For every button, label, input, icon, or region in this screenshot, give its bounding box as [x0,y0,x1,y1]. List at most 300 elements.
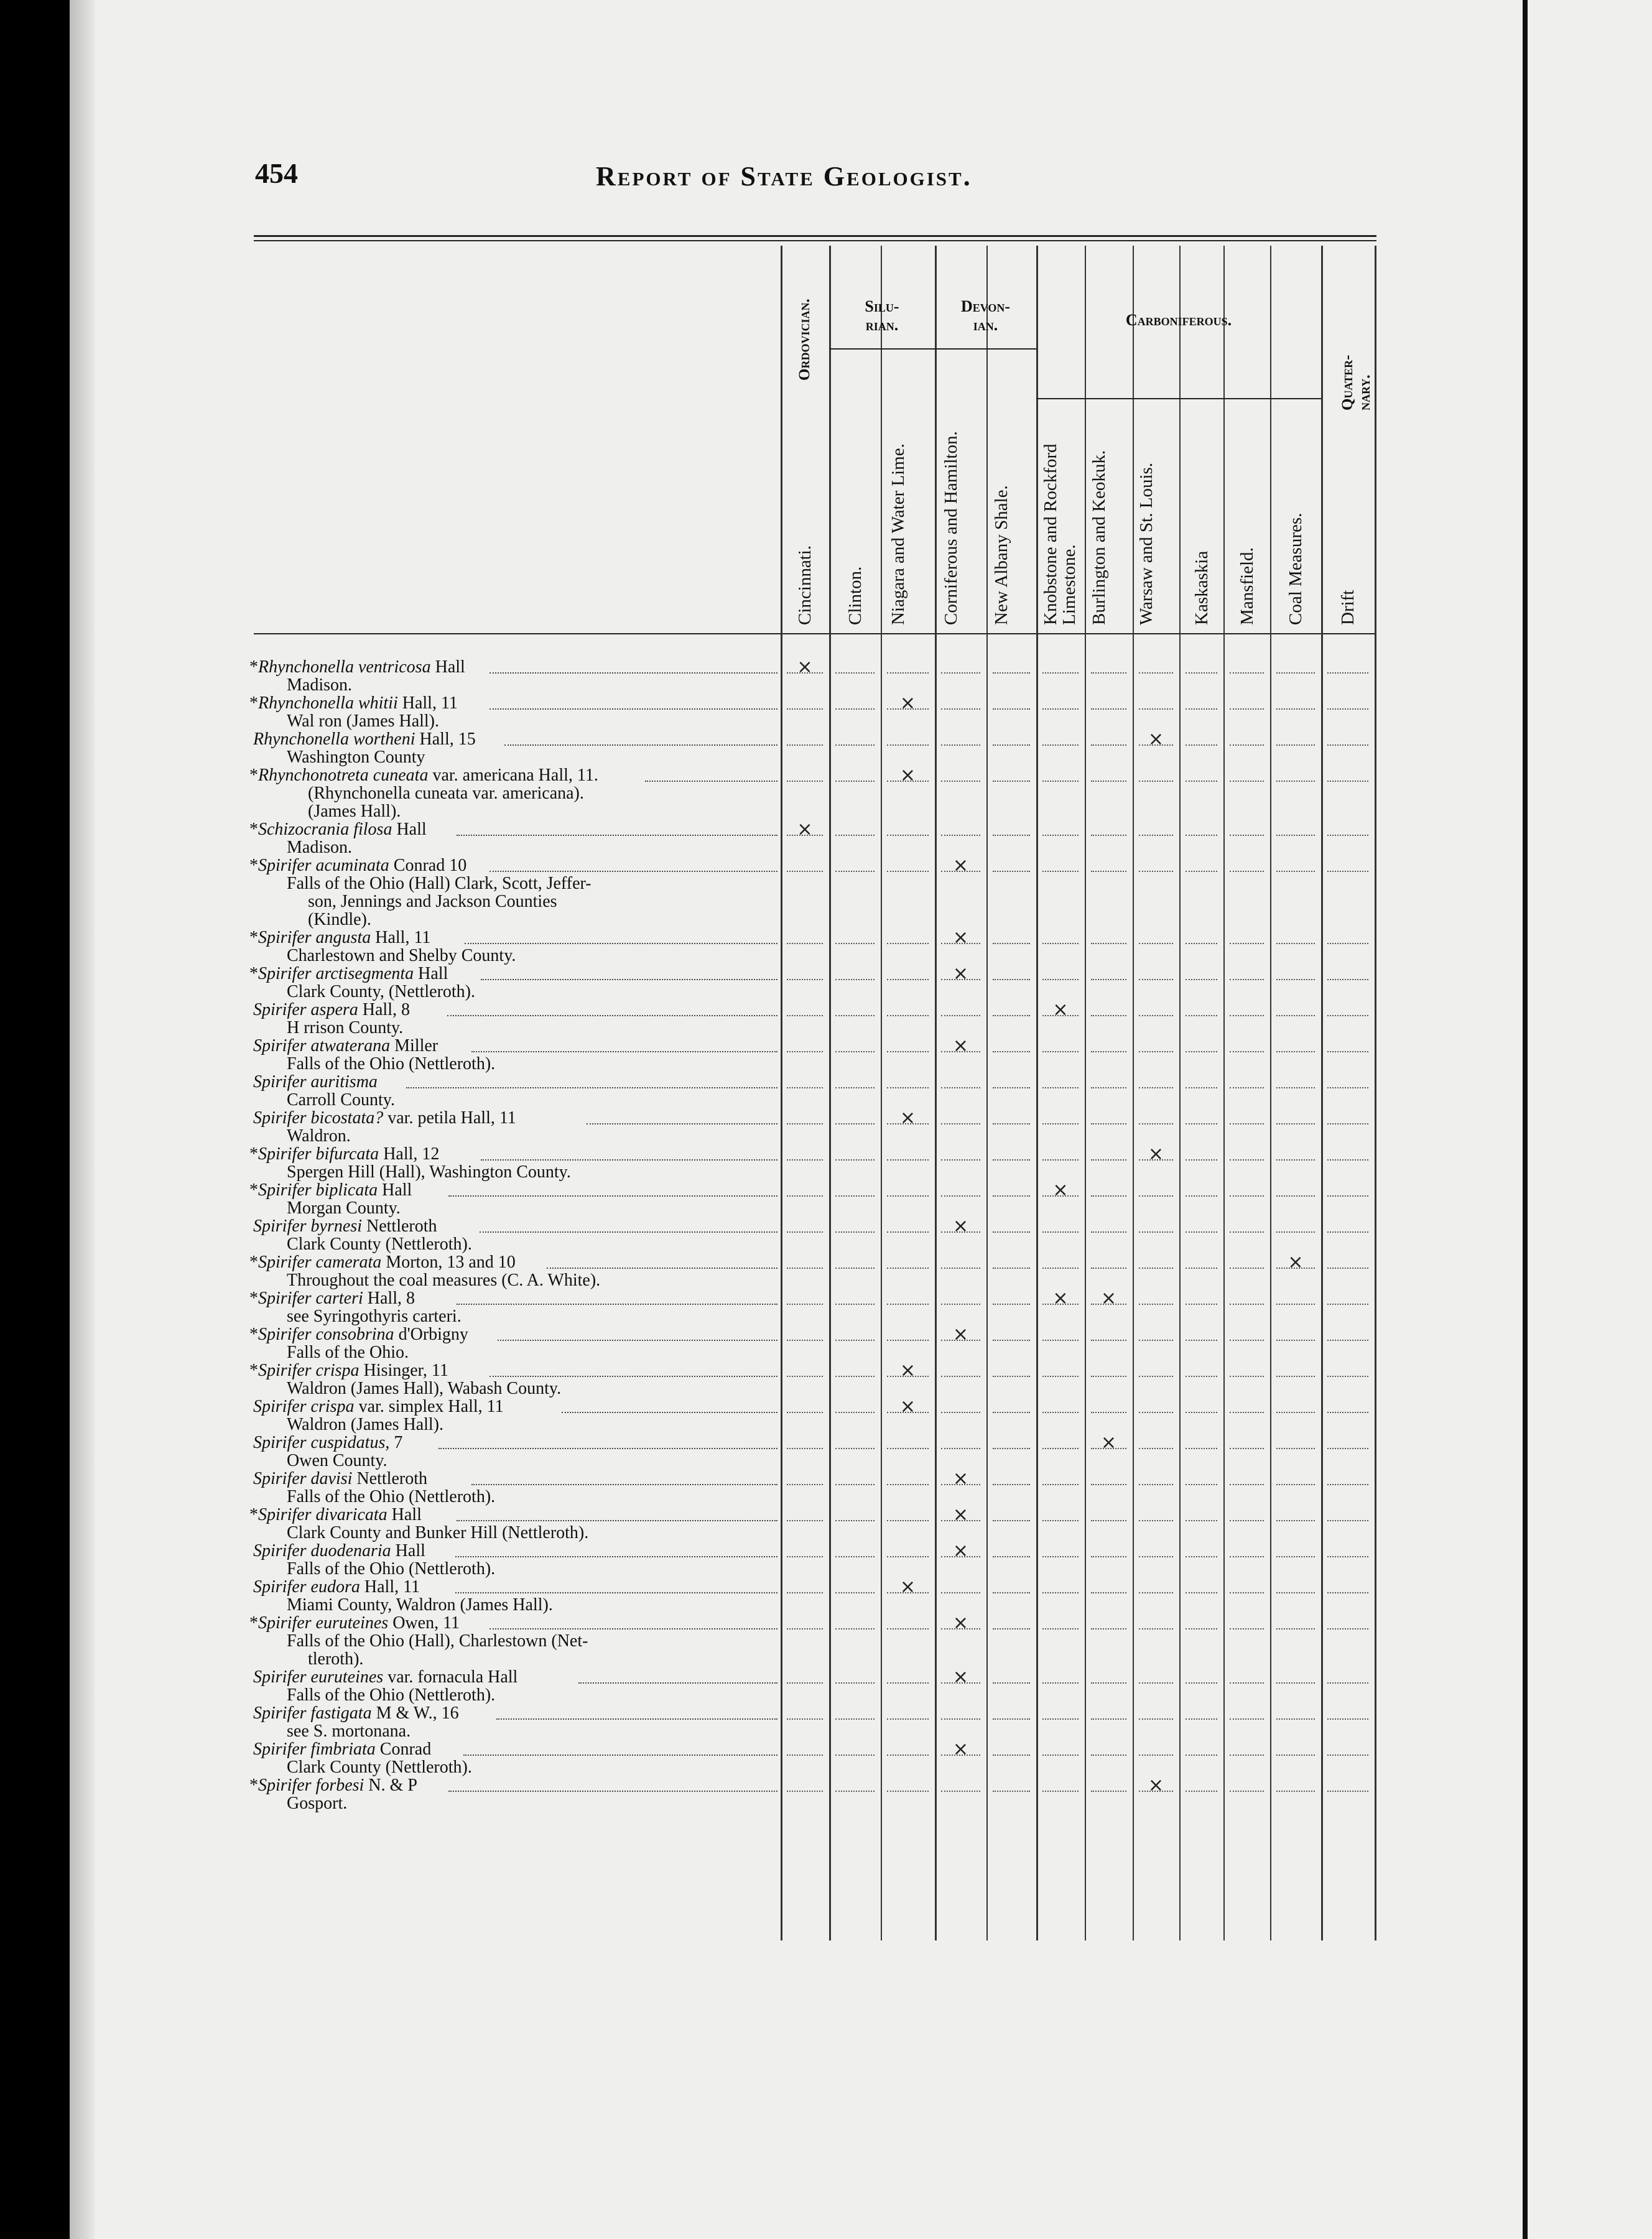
column-header-0: Cincinnati. [795,545,815,625]
cell-leader [1091,1322,1126,1341]
cell-leader [1139,1538,1173,1557]
facing-page-edge [1523,0,1652,2239]
top-rule-inner [254,240,1376,241]
cell-leader [993,1213,1030,1233]
cell-leader [787,763,823,782]
cell-leader [1042,961,1079,980]
cell-leader [1186,997,1217,1016]
cell-leader [787,1700,823,1720]
cell-leader [1091,1700,1126,1720]
species-author: Hall [378,1180,412,1200]
locality-line: Owen County. [287,1451,387,1470]
cell-leader [1276,1736,1315,1756]
cell-leader [1230,1358,1264,1377]
cell-leader [1186,690,1217,710]
cell-leader [1042,1466,1079,1485]
cell-leader [993,1105,1030,1124]
cell-leader [941,1700,980,1720]
cell-leader [1230,1700,1264,1720]
species-author: N. & P [364,1776,417,1795]
cell-leader [787,1394,823,1413]
cell-leader [1186,1664,1217,1684]
cell-leader [941,1249,980,1269]
species-author: Hall [387,1505,422,1524]
locality-line: (James Hall). [308,802,401,821]
cell-leader [1042,763,1079,782]
cell-leader [1139,1736,1173,1756]
species-author: Miller [390,1036,439,1055]
species-name: Spirifer biplicata [258,1180,378,1200]
endemic-star: * [249,693,258,713]
cell-leader [1139,654,1173,674]
cell-leader [993,1502,1030,1521]
cell-leader [993,1538,1030,1557]
binding-shadow [70,0,95,2239]
column-rule [1179,246,1181,1940]
column-header-5: Knobstone and Rockford Limestone. [1041,443,1079,625]
cell-leader [1186,1141,1217,1161]
cell-leader [941,1177,980,1197]
cell-leader [941,1286,980,1305]
group-rule [1036,398,1321,399]
cell-leader [993,726,1030,746]
species-author: Hall [391,1541,425,1560]
cell-leader [1327,1430,1368,1449]
cell-leader [1276,1466,1315,1485]
cell-leader [941,690,980,710]
cell-leader [1327,817,1368,836]
species-author: Hisinger, 11 [359,1361,448,1380]
cell-leader [993,690,1030,710]
cell-leader [1327,1286,1368,1305]
species-name: Spirifer forbesi [258,1776,364,1795]
cell-leader [887,1033,929,1052]
cell-leader [887,1249,929,1269]
cell-leader [1091,853,1126,872]
cell-leader [1230,1736,1264,1756]
cell-leader [1327,690,1368,710]
occurrence-mark: × [952,1215,969,1237]
cell-leader [993,1700,1030,1720]
dot-leader [587,1105,777,1124]
cell-leader [1276,1141,1315,1161]
occurrence-mark: × [899,1107,916,1129]
cell-leader [1327,1664,1368,1684]
column-rule [1270,246,1271,1940]
cell-leader [1091,1466,1126,1485]
header-bottom-rule [254,633,1376,634]
cell-leader [1327,1773,1368,1792]
cell-leader [1186,1610,1217,1629]
cell-leader [1186,1430,1217,1449]
cell-leader [993,1033,1030,1052]
locality-line: Falls of the Ohio (Nettleroth). [287,1685,496,1705]
cell-leader [835,1213,875,1233]
cell-leader [835,1664,875,1684]
cell-leader [993,1736,1030,1756]
cell-leader [1139,1033,1173,1052]
column-group-2: Devon- ian. [960,297,1011,334]
cell-leader [1139,925,1173,944]
cell-leader [1276,1664,1315,1684]
cell-leader [1276,925,1315,944]
cell-leader [1186,961,1217,980]
cell-leader [993,1430,1030,1449]
species-author: Conrad 10 [389,856,467,875]
cell-leader [835,1033,875,1052]
cell-leader [941,1358,980,1377]
species-author: Nettleroth [362,1217,437,1236]
species-name: Spirifer divaricata [258,1505,387,1524]
species-name: Rhynchonella whitii [258,693,398,713]
cell-leader [835,1502,875,1521]
cell-leader [1091,1141,1126,1161]
cell-leader [1230,726,1264,746]
cell-leader [787,1466,823,1485]
endemic-star: * [249,856,258,875]
species-author: d'Orbigny [394,1325,468,1344]
cell-leader [787,1286,823,1305]
cell-leader [1139,1700,1173,1720]
cell-leader [1139,1610,1173,1629]
cell-leader [1230,1773,1264,1792]
locality-line: Morgan County. [287,1198,401,1218]
cell-leader [941,817,980,836]
cell-leader [1327,853,1368,872]
cell-leader [993,1286,1030,1305]
cell-leader [1091,1574,1126,1593]
cell-leader [1042,1574,1079,1593]
locality-line: (Rhynchonella cuneata var. americana). [308,784,584,803]
species-name: Rhynchonella wortheni [253,730,415,749]
cell-leader [1139,1213,1173,1233]
cell-leader [1139,1286,1173,1305]
cell-leader [993,654,1030,674]
cell-leader [1042,1394,1079,1413]
dot-leader [447,997,777,1016]
locality-line: Washington County [287,748,425,767]
cell-leader [1230,1141,1264,1161]
cell-leader [1139,763,1173,782]
cell-leader [993,1773,1030,1792]
cell-leader [1276,1700,1315,1720]
locality-line: Wal ron (James Hall). [287,712,439,731]
cell-leader [1042,1033,1079,1052]
locality-line: Charlestown and Shelby County. [287,946,516,965]
column-rule [1085,246,1086,1940]
column-rule [829,246,831,1940]
occurrence-mark: × [952,1666,969,1688]
cell-leader [1186,1736,1217,1756]
cell-leader [1139,1394,1173,1413]
dot-leader [457,1502,777,1521]
occurrence-mark: × [1288,1251,1304,1273]
dot-leader [498,1322,777,1341]
dot-leader [481,961,777,980]
column-header-1: Clinton. [845,566,865,625]
cell-leader [993,817,1030,836]
occurrence-mark: × [1100,1432,1117,1453]
occurrence-mark: × [1052,999,1069,1021]
cell-leader [835,1286,875,1305]
locality-line: tleroth). [308,1649,364,1669]
species-author: M & W., 16 [371,1704,459,1723]
dot-leader [463,1736,777,1756]
cell-leader [835,997,875,1016]
cell-leader [835,1177,875,1197]
cell-leader [1186,1213,1217,1233]
cell-leader [1186,925,1217,944]
endemic-star: * [249,1289,258,1308]
cell-leader [787,1773,823,1792]
cell-leader [1091,726,1126,746]
cell-leader [941,1141,980,1161]
cell-leader [887,925,929,944]
species-name: Spirifer acuminata [258,856,389,875]
locality-line: Clark County and Bunker Hill (Nettleroth). [287,1523,589,1542]
cell-leader [1230,654,1264,674]
cell-leader [1230,1466,1264,1485]
running-head: Report of State Geologist. [596,161,972,192]
cell-leader [1327,1394,1368,1413]
species-author: Hall [414,964,448,983]
cell-leader [887,1773,929,1792]
column-rule [1375,246,1376,1940]
cell-leader [887,1286,929,1305]
locality-line: Falls of the Ohio (Hall) Clark, Scott, Jeffer- [287,874,592,893]
locality-line: Falls of the Ohio (Nettleroth). [287,1559,496,1578]
cell-leader [1230,817,1264,836]
cell-leader [1042,1664,1079,1684]
cell-leader [1276,997,1315,1016]
species-author: Morton, 13 and 10 [381,1253,516,1272]
cell-leader [787,690,823,710]
column-header-4: New Albany Shale. [991,485,1011,625]
cell-leader [1230,997,1264,1016]
cell-leader [993,1394,1030,1413]
cell-leader [1091,1177,1126,1197]
column-header-10: Coal Measures. [1286,512,1306,625]
cell-leader [1327,1249,1368,1269]
column-group-1: Silu- rian. [865,297,899,334]
cell-leader [1139,817,1173,836]
occurrence-mark: × [899,764,916,786]
cell-leader [1042,1430,1079,1449]
species-author: Hall, 12 [379,1144,440,1164]
cell-leader [1327,763,1368,782]
cell-leader [993,1466,1030,1485]
cell-leader [1327,1466,1368,1485]
species-author: Owen, 11 [388,1613,460,1633]
cell-leader [941,1773,980,1792]
locality-line: Miami County, Waldron (James Hall). [287,1595,553,1615]
occurrence-mark: × [952,1035,969,1057]
cell-leader [787,961,823,980]
cell-leader [941,654,980,674]
cell-leader [835,1736,875,1756]
column-header-2: Niagara and Water Lime. [888,443,908,625]
cell-leader [1091,1033,1126,1052]
cell-leader [1186,1177,1217,1197]
cell-leader [787,1069,823,1088]
dot-leader [465,925,777,944]
cell-leader [1186,1502,1217,1521]
cell-leader [1139,1322,1173,1341]
occurrence-mark: × [952,927,969,948]
column-rule [1133,246,1134,1940]
cell-leader [1091,925,1126,944]
occurrence-mark: × [899,692,916,714]
species-author: var. americana Hall, 11. [428,766,598,785]
cell-leader [1091,1610,1126,1629]
endemic-star: * [249,964,258,983]
cell-leader [1186,1538,1217,1557]
dot-leader [645,763,777,782]
species-name: Spirifer bicostata? [253,1108,384,1128]
cell-leader [787,1213,823,1233]
occurrence-mark: × [952,1323,969,1345]
cell-leader [1091,1773,1126,1792]
cell-leader [993,1574,1030,1593]
species-author: Conrad [375,1740,432,1759]
cell-leader [1186,1358,1217,1377]
cell-leader [941,726,980,746]
species-name: Spirifer atwaterana [253,1036,391,1055]
cell-leader [1327,1736,1368,1756]
cell-leader [1230,1177,1264,1197]
endemic-star: * [249,1180,258,1200]
cell-leader [787,1610,823,1629]
column-rule [1223,246,1225,1940]
column-rule [1036,246,1038,1940]
cell-leader [835,853,875,872]
cell-leader [1091,1394,1126,1413]
cell-leader [787,1502,823,1521]
locality-line: Throughout the coal measures (C. A. White). [287,1271,601,1290]
species-name: Spirifer aspera [253,1000,358,1019]
species-author: Hall, 11 [360,1577,420,1597]
cell-leader [1091,1664,1126,1684]
species-name: Spirifer bifurcata [258,1144,379,1164]
cell-leader [1139,690,1173,710]
cell-leader [1230,1574,1264,1593]
cell-leader [1091,1249,1126,1269]
cell-leader [1327,1141,1368,1161]
cell-leader [787,1141,823,1161]
species-author: Nettleroth [352,1469,427,1488]
cell-leader [1276,1069,1315,1088]
cell-leader [1091,997,1126,1016]
cell-leader [787,853,823,872]
cell-leader [835,1105,875,1124]
locality-line: Falls of the Ohio (Nettleroth). [287,1487,496,1506]
column-header-11: Drift [1338,590,1358,625]
cell-leader [1186,1394,1217,1413]
cell-leader [993,1069,1030,1088]
cell-leader [1230,690,1264,710]
cell-leader [1276,1773,1315,1792]
cell-leader [887,1069,929,1088]
locality-line: Clark County (Nettleroth). [287,1758,472,1777]
species-name: Spirifer eudora [253,1577,360,1597]
species-name: Rhynchonotreta cuneata [258,766,429,785]
cell-leader [1230,1430,1264,1449]
locality-line: Madison. [287,675,352,695]
cell-leader [1139,1502,1173,1521]
cell-leader [787,726,823,746]
species-author: Hall, 15 [415,730,476,749]
cell-leader [1327,1177,1368,1197]
cell-leader [1186,1700,1217,1720]
dot-leader [406,1069,777,1088]
cell-leader [1186,1322,1217,1341]
locality-line: Waldron (James Hall), Wabash County. [287,1379,562,1398]
cell-leader [787,1430,823,1449]
species-name: Spirifer crispa [253,1397,355,1416]
cell-leader [1230,1502,1264,1521]
occurrence-mark: × [952,1540,969,1562]
cell-leader [1091,1538,1126,1557]
cell-leader [1042,726,1079,746]
cell-leader [1230,763,1264,782]
dot-leader [457,1286,777,1305]
species-name: Spirifer cuspidatus, [253,1433,390,1452]
endemic-star: * [249,1361,258,1380]
locality-line: see Syringothyris carteri. [287,1307,462,1326]
species-name: Spirifer euruteines [253,1667,384,1687]
cell-leader [1042,1538,1079,1557]
cell-leader [1042,1249,1079,1269]
dot-leader [578,1664,777,1684]
cell-leader [1186,853,1217,872]
dot-leader [480,1213,777,1233]
species-name: Spirifer byrnesi [253,1217,362,1236]
dot-leader [471,1033,777,1052]
cell-leader [1091,763,1126,782]
endemic-star: * [249,820,258,839]
species-author: var. petila Hall, 11 [383,1108,516,1128]
endemic-star: * [249,1613,258,1633]
cell-leader [1091,1502,1126,1521]
species-name: Schizocrania filosa [258,820,392,839]
dot-leader [490,853,777,872]
cell-leader [993,853,1030,872]
cell-leader [1139,1466,1173,1485]
cell-leader [941,1430,980,1449]
cell-leader [1042,1736,1079,1756]
cell-leader [1327,1574,1368,1593]
locality-line: (Kindle). [308,910,371,929]
cell-leader [1186,1033,1217,1052]
cell-leader [1091,1069,1126,1088]
column-header-3: Corniferous and Hamilton. [940,431,961,625]
cell-leader [1276,763,1315,782]
locality-line: see S. mortonana. [287,1722,411,1741]
endemic-star: * [249,1505,258,1524]
dot-leader [490,690,777,710]
cell-leader [1091,690,1126,710]
cell-leader [1139,1105,1173,1124]
cell-leader [1230,1322,1264,1341]
species-name: Spirifer camerata [258,1253,382,1272]
occurrence-mark: × [1148,1143,1164,1165]
cell-leader [1042,690,1079,710]
cell-leader [1230,1033,1264,1052]
species-name: Spirifer fastigata [253,1704,372,1723]
cell-leader [835,1466,875,1485]
cell-leader [1230,1610,1264,1629]
cell-leader [1186,1249,1217,1269]
